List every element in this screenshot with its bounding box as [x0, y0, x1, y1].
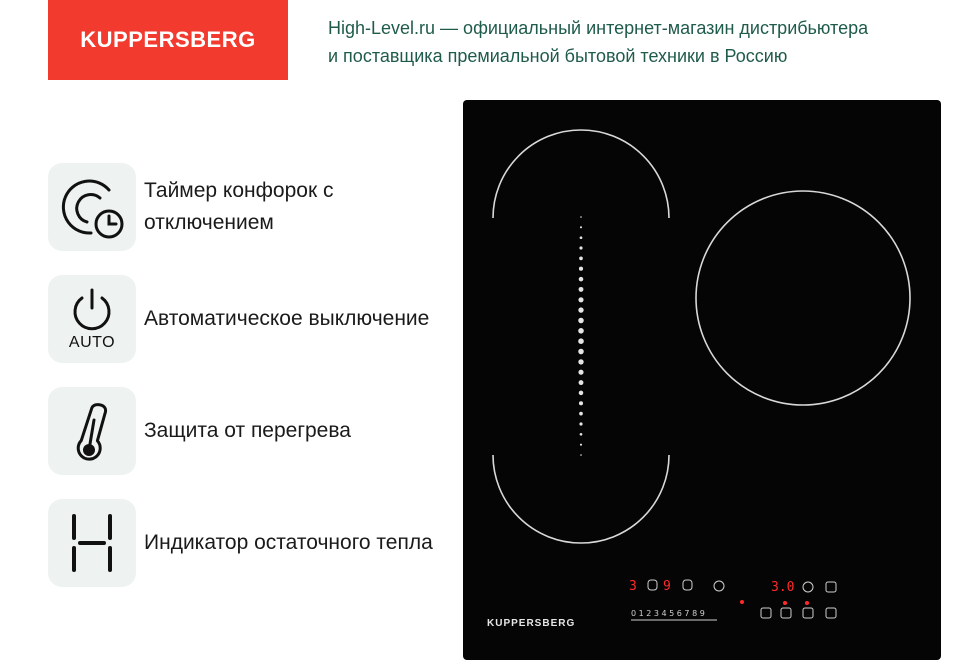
tagline-line-1: High-Level.ru — официальный интернет-магазин дистрибьютера: [328, 18, 869, 38]
flex-zone-dot: [578, 318, 584, 324]
timer-key-icon: [714, 581, 724, 591]
feature-label-residual-heat: Индикатор остаточного тепла: [144, 531, 433, 554]
tagline-line-2: и поставщика премиальной бытовой техники в Россию: [328, 46, 788, 66]
flex-zone-dot: [578, 307, 583, 312]
feature-item-residual-heat: [48, 499, 448, 587]
indicator-dot-2: [783, 601, 787, 605]
right-zone-ring: [696, 191, 910, 405]
flex-zone-dot: [579, 267, 583, 271]
indicator-dot-3: [805, 601, 809, 605]
cooktop-brand-mark: KUPPERSBERG: [487, 618, 576, 629]
boost-icon: [683, 580, 692, 590]
timer-icon: [48, 163, 136, 251]
flex-zone-dot: [578, 359, 583, 364]
residual-heat-icon: [48, 499, 136, 587]
stop-icon: [803, 608, 813, 618]
timer-right-icon: [803, 582, 813, 592]
flex-zone-dot: [580, 226, 582, 228]
flex-zone-dot: [580, 444, 582, 446]
display-level: 9: [663, 579, 671, 594]
flex-zone-dot: [579, 401, 583, 405]
display-right: 3.0: [771, 580, 795, 595]
auto-icon-text: AUTO: [68, 334, 116, 351]
power-key-icon: [826, 608, 836, 618]
cooktop-image: [463, 100, 941, 660]
flex-zone-dot: [580, 236, 583, 239]
lock-icon: [648, 580, 657, 590]
flex-zone-dots: [578, 216, 584, 456]
feature-item-timer: [48, 163, 448, 251]
flex-zone-dot: [579, 391, 584, 396]
flex-zone-dot: [579, 277, 584, 282]
power-icon: [69, 286, 115, 332]
keep-warm-icon: [826, 582, 836, 592]
auto-power-icon: [48, 275, 136, 363]
indicator-dot-1: [740, 600, 744, 604]
cooktop-surface: [463, 100, 941, 660]
slider-numbers: 0 1 2 3 4 5 6 7 8 9: [631, 609, 705, 618]
flex-zone-dot: [578, 370, 583, 375]
feature-item-overheat: [48, 387, 448, 475]
flex-zone-dot: [579, 422, 582, 425]
pause-icon: [761, 608, 771, 618]
feature-label-timer: Таймер конфорок с отключением: [144, 179, 334, 234]
flex-zone-dot: [579, 287, 584, 292]
flex-zone-dot: [579, 257, 583, 261]
flex-zone-dot: [578, 328, 584, 334]
flex-zone-dot: [579, 246, 582, 249]
flex-zone-dot: [580, 216, 582, 218]
feature-item-auto-off: [48, 275, 448, 363]
flex-zone-dot: [578, 338, 584, 344]
display-left: 3: [629, 579, 637, 594]
flex-zone-bottom-ring: [493, 455, 669, 543]
brand-logo[interactable]: [48, 0, 288, 80]
thermometer-icon: [48, 387, 136, 475]
brand-logo-text: KUPPERSBERG: [80, 27, 256, 52]
flex-zone-dot: [580, 454, 582, 456]
feature-label-auto-off: Автоматическое выключение: [144, 307, 430, 330]
flex-zone-top-ring: [493, 130, 669, 218]
tagline: [328, 14, 948, 70]
child-lock-icon: [781, 608, 791, 618]
flex-zone-dot: [579, 412, 583, 416]
flex-zone-dot: [580, 433, 583, 436]
flex-zone-dot: [578, 297, 583, 302]
flex-zone-dot: [578, 349, 584, 355]
flex-zone-dot: [579, 380, 584, 385]
feature-label-overheat: Защита от перегрева: [144, 419, 351, 442]
